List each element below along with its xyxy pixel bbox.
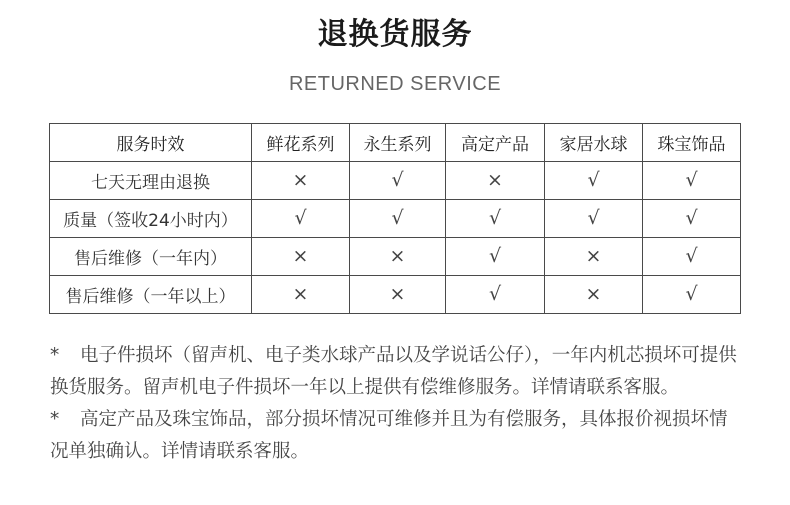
row-label: 七天无理由退换 — [50, 162, 252, 200]
availability-cell — [350, 162, 446, 200]
availability-cell — [252, 276, 350, 314]
availability-mark: × — [292, 244, 309, 267]
availability-cell — [545, 200, 643, 238]
availability-mark: × — [292, 168, 309, 191]
availability-mark: √ — [294, 206, 307, 229]
note-text: 高定产品及珠宝饰品，部分损坏情况可维修并且为有偿服务，具体报价视损坏情况单独确认。详情请联系客服。 — [50, 409, 728, 462]
availability-mark: √ — [488, 206, 502, 229]
table-row — [50, 200, 741, 238]
availability-cell — [545, 276, 643, 314]
availability-cell — [643, 238, 741, 276]
availability-mark: × — [585, 282, 602, 305]
availability-cell — [350, 200, 446, 238]
note-marker: * — [50, 409, 60, 430]
column-header-fresh-flowers: 鲜花系列 — [252, 124, 350, 162]
availability-mark: √ — [587, 206, 600, 229]
availability-mark: √ — [685, 206, 698, 229]
page-title: 退换货服务 — [317, 17, 473, 52]
availability-mark: √ — [685, 168, 698, 191]
table-row — [50, 238, 741, 276]
service-table — [49, 123, 741, 314]
table-row — [50, 276, 741, 314]
availability-mark: × — [389, 282, 406, 305]
table-header-row — [50, 124, 741, 162]
availability-mark: √ — [488, 244, 502, 267]
column-header-preserved-flowers: 永生系列 — [350, 124, 446, 162]
availability-mark: √ — [488, 282, 502, 305]
availability-mark: √ — [685, 244, 698, 267]
row-label: 售后维修（一年以上） — [50, 276, 252, 314]
availability-mark: √ — [587, 168, 600, 191]
availability-mark: × — [585, 244, 602, 267]
availability-cell — [350, 238, 446, 276]
availability-cell — [446, 200, 545, 238]
availability-cell — [252, 162, 350, 200]
availability-mark: √ — [685, 282, 698, 305]
availability-mark: √ — [391, 206, 404, 229]
notes-section — [50, 340, 740, 468]
availability-cell — [252, 238, 350, 276]
availability-cell — [252, 200, 350, 238]
availability-mark: × — [292, 282, 309, 305]
availability-cell — [643, 200, 741, 238]
availability-cell — [643, 276, 741, 314]
row-label: 售后维修（一年内） — [50, 238, 252, 276]
availability-cell — [643, 162, 741, 200]
availability-mark: √ — [391, 168, 404, 191]
note-item — [50, 340, 740, 404]
availability-cell — [446, 238, 545, 276]
availability-mark: × — [389, 244, 406, 267]
column-header-service-period: 服务时效 — [50, 124, 252, 162]
availability-cell — [446, 162, 545, 200]
table-row — [50, 162, 741, 200]
availability-cell — [545, 162, 643, 200]
note-marker: * — [50, 345, 60, 366]
availability-cell — [350, 276, 446, 314]
availability-cell — [446, 276, 545, 314]
availability-cell — [545, 238, 643, 276]
note-text: 电子件损坏（留声机、电子类水球产品以及学说话公仔），一年内机芯损坏可提供换货服务。留声机电子件损坏一年以上提供有偿维修服务。详情请联系客服。 — [50, 345, 737, 398]
row-label: 质量（签收24小时内） — [50, 200, 252, 238]
column-header-home-water-globes: 家居水球 — [545, 124, 643, 162]
column-header-jewelry: 珠宝饰品 — [643, 124, 741, 162]
availability-mark: × — [487, 168, 503, 191]
page-subtitle: RETURNED SERVICE — [288, 73, 502, 95]
column-header-custom-products: 高定产品 — [446, 124, 545, 162]
note-item — [50, 404, 740, 468]
